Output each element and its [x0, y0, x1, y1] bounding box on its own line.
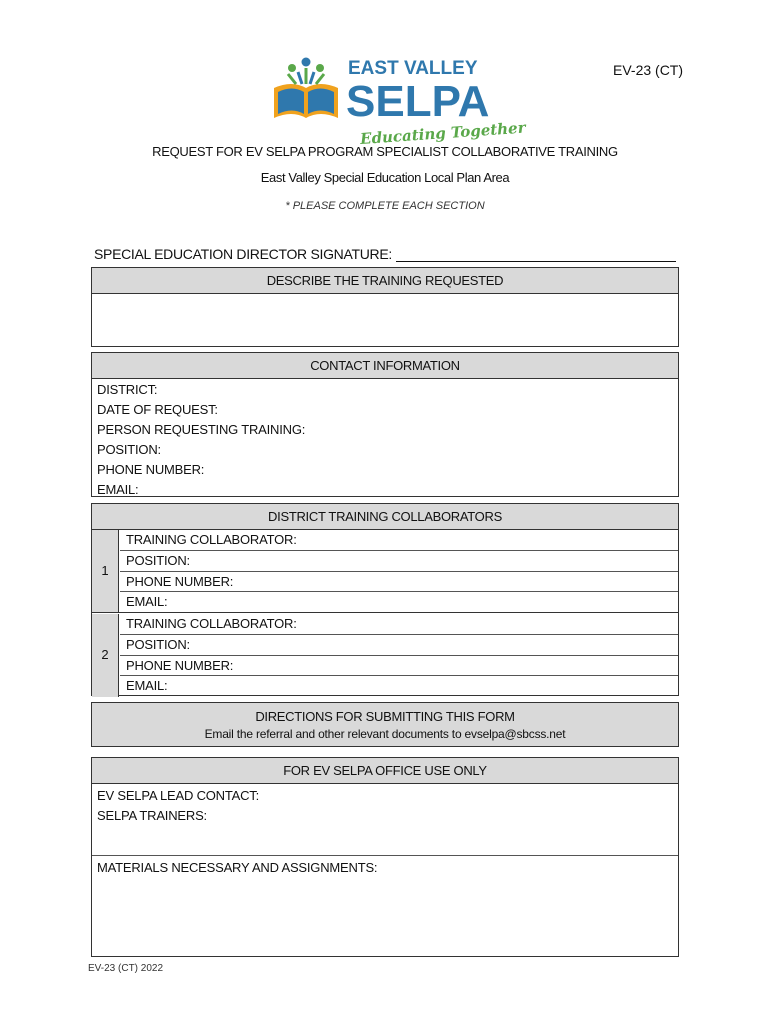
director-signature-row [94, 246, 676, 262]
directions-text: Email the referral and other relevant documents to evselpa@sbcss.net [204, 727, 566, 741]
contact-information-section [91, 352, 679, 497]
collaborator-group-2 [92, 614, 678, 697]
lead-contact-field[interactable]: EV SELPA LEAD CONTACT: [97, 788, 260, 803]
training-collaborator-field[interactable]: TRAINING COLLABORATOR: [120, 530, 678, 551]
person-requesting-field[interactable]: PERSON REQUESTING TRAINING: [97, 422, 306, 437]
phone-number-field[interactable]: PHONE NUMBER: [120, 572, 678, 593]
book-icon [274, 58, 338, 119]
training-description-field[interactable] [92, 294, 678, 345]
svg-text:Educating Together: Educating Together [359, 118, 527, 149]
email-field[interactable]: EMAIL: [126, 594, 168, 610]
phone-number-field[interactable]: PHONE NUMBER: [97, 462, 205, 477]
svg-text:SELPA: SELPA [346, 77, 490, 126]
district-training-collaborators-section [91, 503, 679, 696]
email-field[interactable]: EMAIL: [97, 482, 139, 497]
directions-header: DIRECTIONS FOR SUBMITTING THIS FORM [255, 709, 515, 724]
date-of-request-field[interactable]: DATE OF REQUEST: [97, 402, 218, 417]
materials-field[interactable]: MATERIALS NECESSARY AND ASSIGNMENTS: [97, 860, 378, 875]
email-field[interactable]: EMAIL: [126, 678, 168, 694]
position-field[interactable]: POSITION: [120, 551, 678, 572]
selpa-trainers-field[interactable]: SELPA TRAINERS: [97, 808, 207, 823]
section-header: DESCRIBE THE TRAINING REQUESTED [92, 268, 678, 294]
section-header: FOR EV SELPA OFFICE USE ONLY [92, 758, 678, 784]
office-use-section [91, 757, 679, 957]
position-field[interactable]: POSITION: [97, 442, 161, 457]
collaborator-number: 2 [92, 614, 119, 697]
svg-text:EAST VALLEY: EAST VALLEY [348, 58, 478, 79]
page-subtitle: East Valley Special Education Local Plan Area [260, 170, 510, 185]
training-collaborator-field[interactable]: TRAINING COLLABORATOR: [120, 614, 678, 635]
signature-label: SPECIAL EDUCATION DIRECTOR SIGNATURE: [94, 246, 392, 262]
phone-number-field[interactable]: PHONE NUMBER: [120, 656, 678, 677]
collaborator-group-1 [92, 530, 678, 613]
section-header: DISTRICT TRAINING COLLABORATORS [92, 504, 678, 530]
signature-line[interactable] [396, 248, 676, 262]
page-title: REQUEST FOR EV SELPA PROGRAM SPECIALIST COLLABORATIVE TRAINING [152, 144, 618, 159]
east-valley-selpa-logo [268, 54, 527, 149]
directions-section [91, 702, 679, 747]
position-field[interactable]: POSITION: [120, 635, 678, 656]
district-field[interactable]: DISTRICT: [97, 382, 158, 397]
section-header: CONTACT INFORMATION [92, 353, 678, 379]
form-code: EV-23 (CT) [613, 62, 684, 78]
footer-form-code: EV-23 (CT) 2022 [88, 963, 164, 974]
collaborator-number: 1 [92, 530, 119, 612]
instructions-note: * PLEASE COMPLETE EACH SECTION [285, 200, 485, 212]
describe-training-section [91, 267, 679, 347]
